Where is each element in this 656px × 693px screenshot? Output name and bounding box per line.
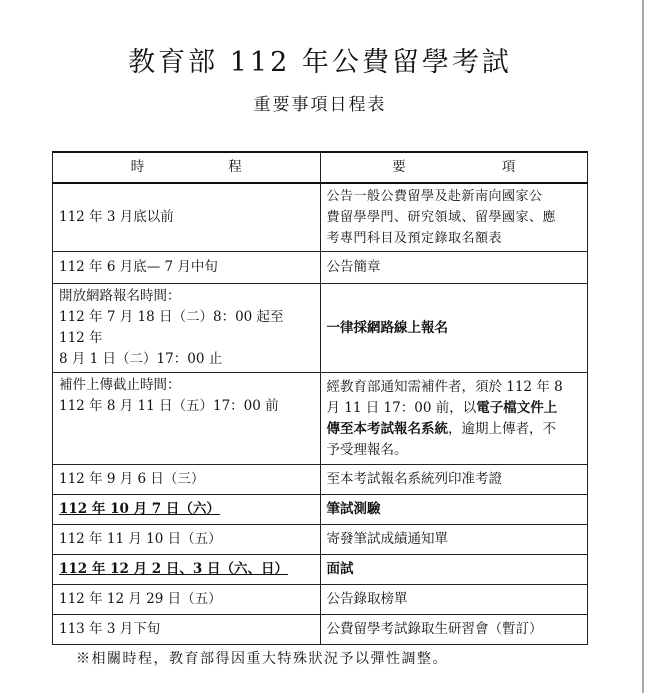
document-subtitle: 重要事項日程表 — [253, 95, 387, 115]
table-row — [53, 615, 588, 645]
table-row — [53, 465, 588, 495]
footnote: ※相關時程，教育部得因重大特殊狀況予以彈性調整。 — [76, 651, 448, 667]
row-time: 112 年 12 月 29 日（五） — [53, 585, 321, 615]
table-row — [53, 555, 588, 585]
row-item: 一律採網路線上報名 — [320, 284, 588, 373]
row-time: 112 年 12 月 2 日、3 日（六、日） — [53, 555, 321, 585]
schedule-table — [52, 151, 612, 645]
row-item: 公告一般公費留學及赴新南向國家公 費留學學門、研究領域、留學國家、應 考專門科目及預定錄取名額表 — [320, 183, 588, 252]
table-row — [53, 183, 588, 252]
row-item: 公費留學考試錄取生研習會（暫訂） — [320, 615, 588, 645]
row-time: 112 年 6 月底— 7 月中旬 — [53, 252, 321, 284]
document-title: 教育部 112 年公費留學考試 — [128, 47, 512, 78]
table-row — [53, 252, 588, 284]
table-header-row — [53, 152, 588, 183]
row-time: 112 年 10 月 7 日（六） — [53, 495, 321, 525]
row-item: 至本考試報名系統列印准考證 — [320, 465, 588, 495]
row-time: 補件上傳截止時間： 112 年 8 月 11 日（五）17：00 前 — [53, 373, 321, 465]
page-edge-divider — [642, 0, 644, 693]
table-row — [53, 284, 588, 373]
table-row — [53, 585, 588, 615]
row-time: 112 年 11 月 10 日（五） — [53, 525, 321, 555]
row-time: 112 年 3 月底以前 — [53, 183, 321, 252]
row-item: 公告簡章 — [320, 252, 588, 284]
row-time: 113 年 3 月下旬 — [53, 615, 321, 645]
table-row — [53, 495, 588, 525]
table-row — [53, 373, 588, 465]
row-time: 112 年 9 月 6 日（三） — [53, 465, 321, 495]
table-row — [53, 525, 588, 555]
row-item: 公告錄取榜單 — [320, 585, 588, 615]
row-item: 筆試測驗 — [320, 495, 588, 525]
row-item: 寄發筆試成績通知單 — [320, 525, 588, 555]
row-item: 經教育部通知需補件者，須於 112 年 8 月 11 日 17：00 前，以電子檔文件上 傳至本考試報名系統，逾期上傳者，不 予受理報名。 — [320, 373, 588, 465]
row-item: 面試 — [320, 555, 588, 585]
row-time: 開放網路報名時間： 112 年 7 月 18 日（二）8：00 起至 112 年 8 月 1 日（二）17：00 止 — [53, 284, 321, 373]
header-time: 時程 — [53, 152, 321, 183]
header-item: 要項 — [320, 152, 588, 183]
